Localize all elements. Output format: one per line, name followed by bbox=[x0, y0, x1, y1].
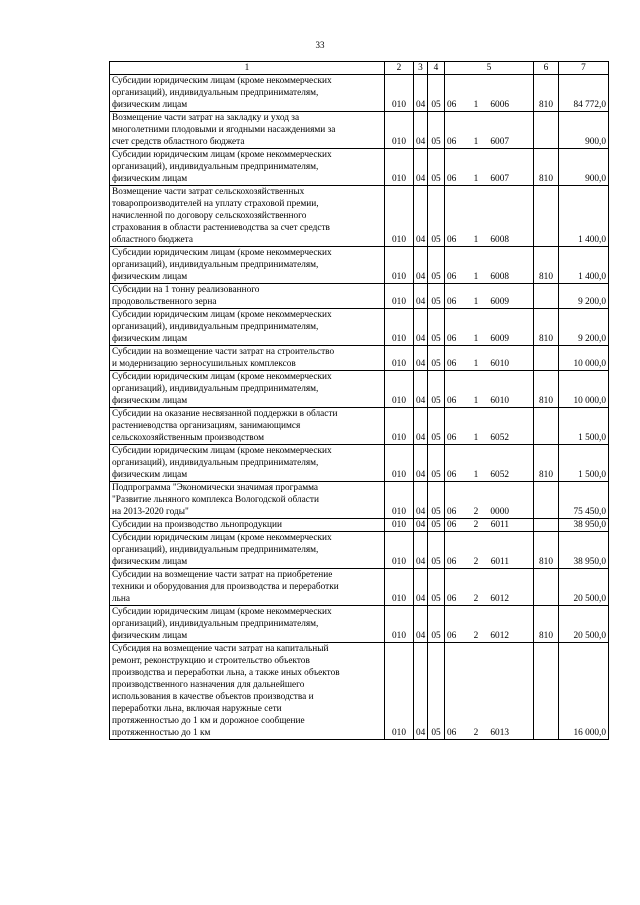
amount: 75 450,0 bbox=[559, 482, 609, 519]
code-target-article bbox=[445, 482, 534, 519]
description-line: техники и оборудования для производства и переработки bbox=[112, 582, 339, 592]
row-description bbox=[110, 284, 385, 309]
article-part-subprogram: 2 bbox=[473, 507, 479, 517]
row-description bbox=[110, 569, 385, 606]
description-line: начисленной по договору сельскохозяйственного bbox=[112, 211, 307, 221]
table-row bbox=[110, 482, 609, 519]
article-part-subprogram: 2 bbox=[473, 594, 479, 604]
code-section: 04 bbox=[414, 445, 428, 482]
amount: 38 950,0 bbox=[559, 519, 609, 532]
amount: 16 000,0 bbox=[559, 643, 609, 740]
amount: 900,0 bbox=[559, 112, 609, 149]
code-ministry: 010 bbox=[385, 532, 414, 569]
amount: 38 950,0 bbox=[559, 532, 609, 569]
article-part-direction: 6008 bbox=[490, 272, 509, 282]
code-expense-type bbox=[534, 482, 559, 519]
code-ministry: 010 bbox=[385, 112, 414, 149]
description-line: организаций), индивидуальным предпринимателям, bbox=[112, 458, 319, 468]
code-expense-type: 810 bbox=[534, 371, 559, 408]
article-part-subprogram: 1 bbox=[473, 297, 479, 307]
article-part-program: 06 bbox=[447, 100, 457, 110]
code-subsection: 05 bbox=[428, 643, 445, 740]
col-header-2: 2 bbox=[385, 62, 414, 75]
amount: 1 500,0 bbox=[559, 408, 609, 445]
description-line: организаций), индивидуальным предпринимателям, bbox=[112, 260, 319, 270]
row-description bbox=[110, 75, 385, 112]
description-line: переработки льна, включая наружные сети bbox=[112, 704, 282, 714]
description-line: Субсидии на 1 тонну реализованного bbox=[112, 285, 260, 295]
article-part-direction: 6007 bbox=[490, 174, 509, 184]
article-part-program: 06 bbox=[447, 594, 457, 604]
code-subsection: 05 bbox=[428, 569, 445, 606]
description-line: организаций), индивидуальным предпринимателям, bbox=[112, 322, 319, 332]
amount: 1 500,0 bbox=[559, 445, 609, 482]
description-line: физическим лицам bbox=[112, 470, 188, 480]
description-line: организаций), индивидуальным предпринимателям, bbox=[112, 88, 319, 98]
code-target-article bbox=[445, 247, 534, 284]
row-description bbox=[110, 346, 385, 371]
row-description bbox=[110, 247, 385, 284]
description-line: многолетними плодовыми и ягодными насаждениями за bbox=[112, 125, 336, 135]
description-line: физическим лицам bbox=[112, 100, 188, 110]
description-line: физическим лицам bbox=[112, 396, 188, 406]
article-part-subprogram: 1 bbox=[473, 100, 479, 110]
row-description bbox=[110, 643, 385, 740]
code-expense-type bbox=[534, 643, 559, 740]
article-part-program: 06 bbox=[447, 520, 457, 530]
article-part-program: 06 bbox=[447, 470, 457, 480]
row-description bbox=[110, 606, 385, 643]
article-part-subprogram: 1 bbox=[473, 359, 479, 369]
article-part-direction: 6052 bbox=[490, 470, 509, 480]
table-row bbox=[110, 569, 609, 606]
code-section: 04 bbox=[414, 112, 428, 149]
table-row bbox=[110, 346, 609, 371]
description-line: физическим лицам bbox=[112, 272, 188, 282]
row-description bbox=[110, 371, 385, 408]
code-expense-type: 810 bbox=[534, 445, 559, 482]
code-target-article bbox=[445, 643, 534, 740]
article-part-direction: 6012 bbox=[490, 631, 509, 641]
article-part-subprogram: 1 bbox=[473, 334, 479, 344]
table-row bbox=[110, 371, 609, 408]
code-section: 04 bbox=[414, 346, 428, 371]
article-part-program: 06 bbox=[447, 728, 457, 738]
code-ministry: 010 bbox=[385, 247, 414, 284]
table-row bbox=[110, 284, 609, 309]
article-part-program: 06 bbox=[447, 272, 457, 282]
article-part-subprogram: 1 bbox=[473, 396, 479, 406]
amount: 1 400,0 bbox=[559, 186, 609, 247]
amount: 84 772,0 bbox=[559, 75, 609, 112]
amount: 20 500,0 bbox=[559, 569, 609, 606]
table-row bbox=[110, 445, 609, 482]
code-ministry: 010 bbox=[385, 519, 414, 532]
description-line: организаций), индивидуальным предпринимателям, bbox=[112, 162, 319, 172]
description-line: льна bbox=[112, 594, 130, 604]
col-header-3: 3 bbox=[414, 62, 428, 75]
article-part-direction: 6009 bbox=[490, 334, 509, 344]
article-part-direction: 6012 bbox=[490, 594, 509, 604]
article-part-subprogram: 1 bbox=[473, 470, 479, 480]
code-ministry: 010 bbox=[385, 75, 414, 112]
code-expense-type: 810 bbox=[534, 606, 559, 643]
description-line: производства и переработки льна, а также иных объектов bbox=[112, 668, 340, 678]
article-part-program: 06 bbox=[447, 631, 457, 641]
row-description bbox=[110, 309, 385, 346]
code-section: 04 bbox=[414, 569, 428, 606]
code-target-article bbox=[445, 75, 534, 112]
code-ministry: 010 bbox=[385, 643, 414, 740]
description-line: ремонт, реконструкцию и строительство объектов bbox=[112, 656, 310, 666]
description-line: Возмещение части затрат на закладку и уход за bbox=[112, 113, 300, 123]
article-part-program: 06 bbox=[447, 396, 457, 406]
code-target-article bbox=[445, 519, 534, 532]
col-header-7: 7 bbox=[559, 62, 609, 75]
code-target-article bbox=[445, 532, 534, 569]
code-expense-type: 810 bbox=[534, 309, 559, 346]
article-part-direction: 6009 bbox=[490, 297, 509, 307]
page-number: 33 bbox=[315, 40, 325, 50]
row-description bbox=[110, 149, 385, 186]
amount: 10 000,0 bbox=[559, 346, 609, 371]
description-line: организаций), индивидуальным предпринимателям, bbox=[112, 545, 319, 555]
table-row bbox=[110, 643, 609, 740]
article-part-direction: 6006 bbox=[490, 100, 509, 110]
code-section: 04 bbox=[414, 519, 428, 532]
article-part-program: 06 bbox=[447, 297, 457, 307]
code-target-article bbox=[445, 186, 534, 247]
description-line: Субсидии на производство льнопродукции bbox=[112, 520, 282, 530]
article-part-program: 06 bbox=[447, 507, 457, 517]
code-expense-type bbox=[534, 569, 559, 606]
code-subsection: 05 bbox=[428, 149, 445, 186]
description-line: Субсидии юридическим лицам (кроме некоммерческих bbox=[112, 446, 332, 456]
description-line: организаций), индивидуальным предпринимателям, bbox=[112, 619, 319, 629]
article-part-direction: 6011 bbox=[490, 557, 509, 567]
description-line: товаропроизводителей на уплату страховой премии, bbox=[112, 199, 319, 209]
code-ministry: 010 bbox=[385, 606, 414, 643]
row-description bbox=[110, 408, 385, 445]
description-line: Субсидии на возмещение части затрат на приобретение bbox=[112, 570, 333, 580]
code-section: 04 bbox=[414, 482, 428, 519]
article-part-program: 06 bbox=[447, 433, 457, 443]
code-subsection: 05 bbox=[428, 247, 445, 284]
description-line: физическим лицам bbox=[112, 174, 188, 184]
code-ministry: 010 bbox=[385, 569, 414, 606]
code-target-article bbox=[445, 112, 534, 149]
description-line: организаций), индивидуальным предпринимателям, bbox=[112, 384, 319, 394]
description-line: и модернизацию зерносушильных комплексов bbox=[112, 359, 296, 369]
article-part-program: 06 bbox=[447, 334, 457, 344]
article-part-subprogram: 2 bbox=[473, 631, 479, 641]
description-line: производственного назначения для дальнейшего bbox=[112, 680, 305, 690]
code-ministry: 010 bbox=[385, 186, 414, 247]
code-target-article bbox=[445, 284, 534, 309]
amount: 9 200,0 bbox=[559, 309, 609, 346]
article-part-direction: 6010 bbox=[490, 359, 509, 369]
code-section: 04 bbox=[414, 532, 428, 569]
description-line: страхования в области растениеводства за счет средств bbox=[112, 223, 330, 233]
description-line: на 2013-2020 годы" bbox=[112, 507, 189, 517]
code-section: 04 bbox=[414, 371, 428, 408]
code-section: 04 bbox=[414, 186, 428, 247]
description-line: Субсидии юридическим лицам (кроме некоммерческих bbox=[112, 248, 332, 258]
code-subsection: 05 bbox=[428, 482, 445, 519]
amount: 900,0 bbox=[559, 149, 609, 186]
article-part-program: 06 bbox=[447, 137, 457, 147]
code-target-article bbox=[445, 569, 534, 606]
description-line: сельскохозяйственным производством bbox=[112, 433, 264, 443]
code-section: 04 bbox=[414, 408, 428, 445]
table-row bbox=[110, 247, 609, 284]
row-description bbox=[110, 532, 385, 569]
article-part-subprogram: 1 bbox=[473, 137, 479, 147]
code-expense-type: 810 bbox=[534, 149, 559, 186]
article-part-program: 06 bbox=[447, 235, 457, 245]
code-ministry: 010 bbox=[385, 408, 414, 445]
code-target-article bbox=[445, 371, 534, 408]
code-section: 04 bbox=[414, 149, 428, 186]
article-part-subprogram: 2 bbox=[473, 520, 479, 530]
col-header-1: 1 bbox=[110, 62, 385, 75]
code-expense-type bbox=[534, 346, 559, 371]
code-subsection: 05 bbox=[428, 445, 445, 482]
description-line: физическим лицам bbox=[112, 631, 188, 641]
table-row bbox=[110, 75, 609, 112]
article-part-program: 06 bbox=[447, 359, 457, 369]
table-row bbox=[110, 408, 609, 445]
code-section: 04 bbox=[414, 606, 428, 643]
description-line: Субсидии на оказание несвязанной поддержки в области bbox=[112, 409, 338, 419]
table-row bbox=[110, 186, 609, 247]
description-line: Подпрограмма "Экономически значимая программа bbox=[112, 483, 319, 493]
col-header-6: 6 bbox=[534, 62, 559, 75]
article-part-subprogram: 1 bbox=[473, 174, 479, 184]
code-subsection: 05 bbox=[428, 284, 445, 309]
row-description bbox=[110, 186, 385, 247]
amount: 9 200,0 bbox=[559, 284, 609, 309]
amount: 10 000,0 bbox=[559, 371, 609, 408]
article-part-subprogram: 1 bbox=[473, 235, 479, 245]
description-line: Субсидии юридическим лицам (кроме некоммерческих bbox=[112, 76, 332, 86]
code-subsection: 05 bbox=[428, 309, 445, 346]
code-expense-type bbox=[534, 284, 559, 309]
description-line: использования в качестве объектов производства и bbox=[112, 692, 314, 702]
description-line: Субсидии юридическим лицам (кроме некоммерческих bbox=[112, 150, 332, 160]
table-row bbox=[110, 112, 609, 149]
code-ministry: 010 bbox=[385, 284, 414, 309]
article-part-direction: 6052 bbox=[490, 433, 509, 443]
description-line: Субсидии юридическим лицам (кроме некоммерческих bbox=[112, 607, 332, 617]
table-row bbox=[110, 309, 609, 346]
description-line: растениеводства организациям, занимающимся bbox=[112, 421, 301, 431]
code-target-article bbox=[445, 606, 534, 643]
code-target-article bbox=[445, 408, 534, 445]
description-line: "Развитие льняного комплекса Вологодской области bbox=[112, 495, 319, 505]
code-expense-type bbox=[534, 408, 559, 445]
code-subsection: 05 bbox=[428, 75, 445, 112]
col-header-5: 5 bbox=[445, 62, 534, 75]
article-part-direction: 0000 bbox=[490, 507, 509, 517]
code-ministry: 010 bbox=[385, 482, 414, 519]
description-line: Возмещение части затрат сельскохозяйственных bbox=[112, 187, 305, 197]
code-expense-type bbox=[534, 519, 559, 532]
code-subsection: 05 bbox=[428, 408, 445, 445]
table-row bbox=[110, 519, 609, 532]
code-section: 04 bbox=[414, 247, 428, 284]
article-part-subprogram: 1 bbox=[473, 433, 479, 443]
code-subsection: 05 bbox=[428, 606, 445, 643]
description-line: счет средств областного бюджета bbox=[112, 137, 245, 147]
code-expense-type: 810 bbox=[534, 247, 559, 284]
article-part-program: 06 bbox=[447, 174, 457, 184]
article-part-subprogram: 2 bbox=[473, 557, 479, 567]
col-header-4: 4 bbox=[428, 62, 445, 75]
article-part-direction: 6007 bbox=[490, 137, 509, 147]
amount: 1 400,0 bbox=[559, 247, 609, 284]
code-ministry: 010 bbox=[385, 149, 414, 186]
article-part-subprogram: 2 bbox=[473, 728, 479, 738]
header-row bbox=[110, 62, 609, 75]
code-section: 04 bbox=[414, 643, 428, 740]
article-part-program: 06 bbox=[447, 557, 457, 567]
description-line: Субсидии юридическим лицам (кроме некоммерческих bbox=[112, 372, 332, 382]
article-part-direction: 6010 bbox=[490, 396, 509, 406]
description-line: Субсидии юридическим лицам (кроме некоммерческих bbox=[112, 533, 332, 543]
row-description bbox=[110, 519, 385, 532]
table-row bbox=[110, 532, 609, 569]
description-line: физическим лицам bbox=[112, 334, 188, 344]
code-subsection: 05 bbox=[428, 186, 445, 247]
table-row bbox=[110, 149, 609, 186]
code-section: 04 bbox=[414, 309, 428, 346]
description-line: Субсидия на возмещение части затрат на капитальный bbox=[112, 644, 329, 654]
description-line: продовольственного зерна bbox=[112, 297, 217, 307]
code-expense-type bbox=[534, 112, 559, 149]
code-expense-type: 810 bbox=[534, 532, 559, 569]
code-subsection: 05 bbox=[428, 112, 445, 149]
code-ministry: 010 bbox=[385, 371, 414, 408]
code-ministry: 010 bbox=[385, 346, 414, 371]
article-part-subprogram: 1 bbox=[473, 272, 479, 282]
description-line: Субсидии на возмещение части затрат на строительство bbox=[112, 347, 335, 357]
row-description bbox=[110, 112, 385, 149]
code-subsection: 05 bbox=[428, 346, 445, 371]
code-subsection: 05 bbox=[428, 519, 445, 532]
code-section: 04 bbox=[414, 284, 428, 309]
article-part-direction: 6008 bbox=[490, 235, 509, 245]
description-line: протяженностью до 1 км и дорожное сообщение bbox=[112, 716, 305, 726]
code-section: 04 bbox=[414, 75, 428, 112]
budget-table bbox=[109, 61, 609, 740]
code-ministry: 010 bbox=[385, 445, 414, 482]
code-target-article bbox=[445, 346, 534, 371]
code-target-article bbox=[445, 149, 534, 186]
table-row bbox=[110, 606, 609, 643]
row-description bbox=[110, 445, 385, 482]
description-line: областного бюджета bbox=[112, 235, 193, 245]
code-expense-type bbox=[534, 186, 559, 247]
description-line: Субсидии юридическим лицам (кроме некоммерческих bbox=[112, 310, 332, 320]
code-subsection: 05 bbox=[428, 371, 445, 408]
code-ministry: 010 bbox=[385, 309, 414, 346]
code-target-article bbox=[445, 309, 534, 346]
article-part-direction: 6011 bbox=[490, 520, 509, 530]
article-part-direction: 6013 bbox=[490, 728, 509, 738]
description-line: физическим лицам bbox=[112, 557, 188, 567]
amount: 20 500,0 bbox=[559, 606, 609, 643]
code-subsection: 05 bbox=[428, 532, 445, 569]
description-line: протяженностью до 1 км bbox=[112, 728, 211, 738]
row-description bbox=[110, 482, 385, 519]
code-expense-type: 810 bbox=[534, 75, 559, 112]
code-target-article bbox=[445, 445, 534, 482]
